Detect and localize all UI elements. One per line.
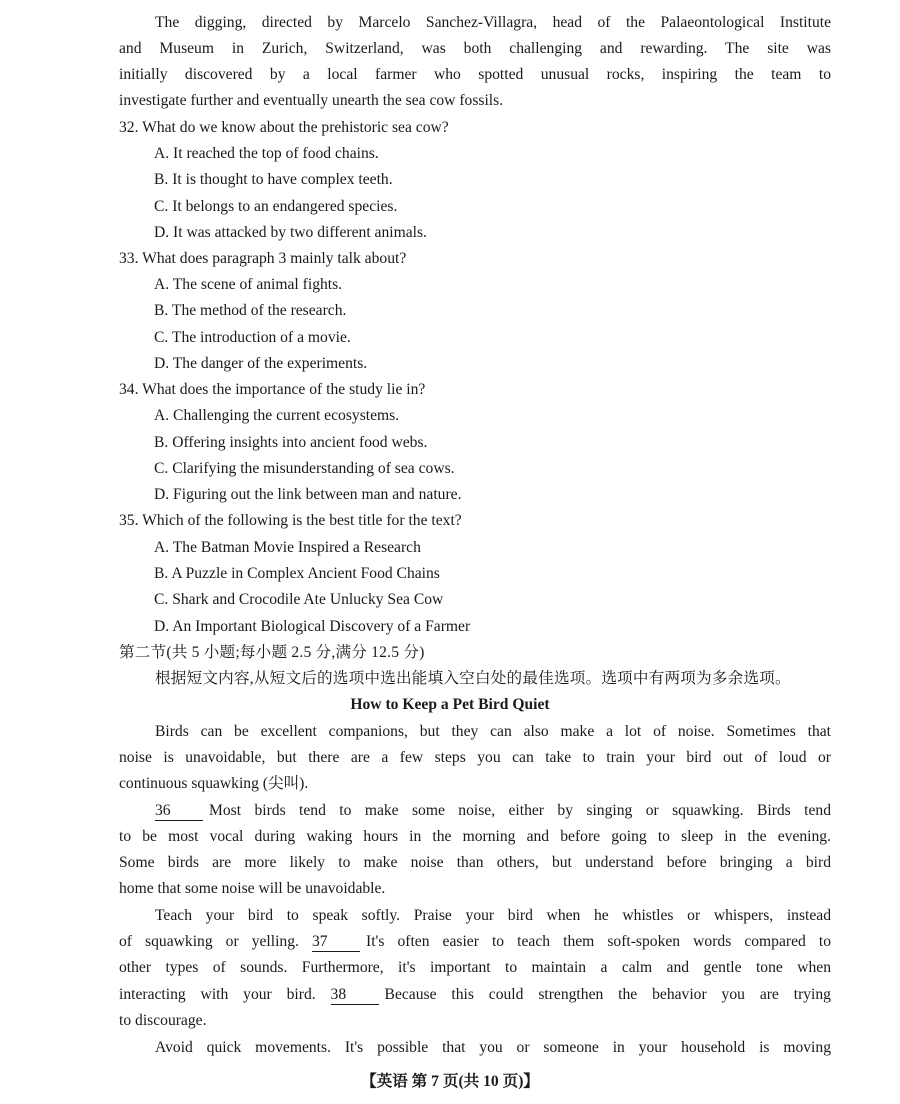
paragraph-text: Because this could strengthen the behavior you are trying (384, 986, 831, 1003)
blank-37: 37 (312, 933, 360, 952)
blank-38: 38 (331, 986, 379, 1005)
option-33-a: A. The scene of animal fights. (154, 276, 343, 293)
intro-line: and Museum in Zurich, Switzerland, was both challenging and rewarding. The site was (119, 40, 831, 57)
paragraph-line (155, 798, 831, 824)
option-32-d: D. It was attacked by two different animals. (154, 224, 427, 241)
option-35-b: B. A Puzzle in Complex Ancient Food Chains (154, 565, 440, 582)
paragraph-line: to be most vocal during waking hours in the morning and before going to sleep in the evening. (119, 828, 831, 845)
intro-line: The digging, directed by Marcelo Sanchez-Villagra, head of the Palaeontological Institute (155, 14, 831, 31)
paragraph-text: of squawking or yelling. (119, 933, 299, 950)
option-32-c: C. It belongs to an endangered species. (154, 198, 398, 215)
question-stem-33: 33. What does paragraph 3 mainly talk about? (119, 250, 407, 267)
paragraph-line: noise is unavoidable, but there are a few steps you can take to train your bird out of loud or (119, 749, 831, 766)
paragraph-text: Most birds tend to make some noise, either by singing or squawking. Birds tend (209, 802, 831, 819)
paragraph-text: interacting with your bird. (119, 986, 316, 1003)
option-35-c: C. Shark and Crocodile Ate Unlucky Sea Cow (154, 591, 444, 608)
option-33-b: B. The method of the research. (154, 302, 347, 319)
paragraph-line: to discourage. (119, 1012, 207, 1029)
paragraph-line: continuous squawking (尖叫). (119, 775, 309, 792)
option-35-d: D. An Important Biological Discovery of a Farmer (154, 618, 471, 635)
paragraph-line: home that some noise will be unavoidable. (119, 880, 386, 897)
option-34-a: A. Challenging the current ecosystems. (154, 407, 400, 424)
blank-36: 36 (155, 802, 203, 821)
paragraph-line: other types of sounds. Furthermore, it's important to maintain a calm and gentle tone when (119, 959, 831, 976)
option-35-a: A. The Batman Movie Inspired a Research (154, 539, 421, 556)
question-stem-32: 32. What do we know about the prehistoric sea cow? (119, 119, 449, 136)
paragraph-text: It's often easier to teach them soft-spoken words compared to (366, 933, 832, 950)
intro-line: investigate further and eventually unearth the sea cow fossils. (119, 92, 504, 109)
paragraph-line: Some birds are more likely to make noise than others, but understand before bringing a bird (119, 854, 831, 871)
option-34-b: B. Offering insights into ancient food webs. (154, 434, 428, 451)
option-33-c: C. The introduction of a movie. (154, 329, 351, 346)
paragraph-line: Avoid quick movements. It's possible that you or someone in your household is moving (155, 1039, 831, 1056)
section-heading: 第二节(共 5 小题;每小题 2.5 分,满分 12.5 分) (119, 644, 425, 661)
paragraph-line: Teach your bird to speak softly. Praise your bird when he whistles or whispers, instead (155, 907, 831, 924)
question-stem-34: 34. What does the importance of the study lie in? (119, 381, 426, 398)
question-stem-35: 35. Which of the following is the best title for the text? (119, 512, 462, 529)
option-34-d: D. Figuring out the link between man and nature. (154, 486, 462, 503)
page-footer: 【英语 第 7 页(共 10 页)】 (360, 1073, 540, 1090)
paragraph-line: Birds can be excellent companions, but they can also make a lot of noise. Sometimes that (155, 723, 831, 740)
option-34-c: C. Clarifying the misunderstanding of sea cows. (154, 460, 455, 477)
intro-line: initially discovered by a local farmer who spotted unusual rocks, inspiring the team to (119, 66, 831, 83)
paragraph-line (119, 929, 831, 955)
option-32-a: A. It reached the top of food chains. (154, 145, 379, 162)
option-32-b: B. It is thought to have complex teeth. (154, 171, 393, 188)
passage-title: How to Keep a Pet Bird Quiet (350, 696, 550, 713)
paragraph-line (119, 982, 831, 1008)
section-instruction: 根据短文内容,从短文后的选项中选出能填入空白处的最佳选项。选项中有两项为多余选项。 (155, 670, 791, 687)
option-33-d: D. The danger of the experiments. (154, 355, 368, 372)
